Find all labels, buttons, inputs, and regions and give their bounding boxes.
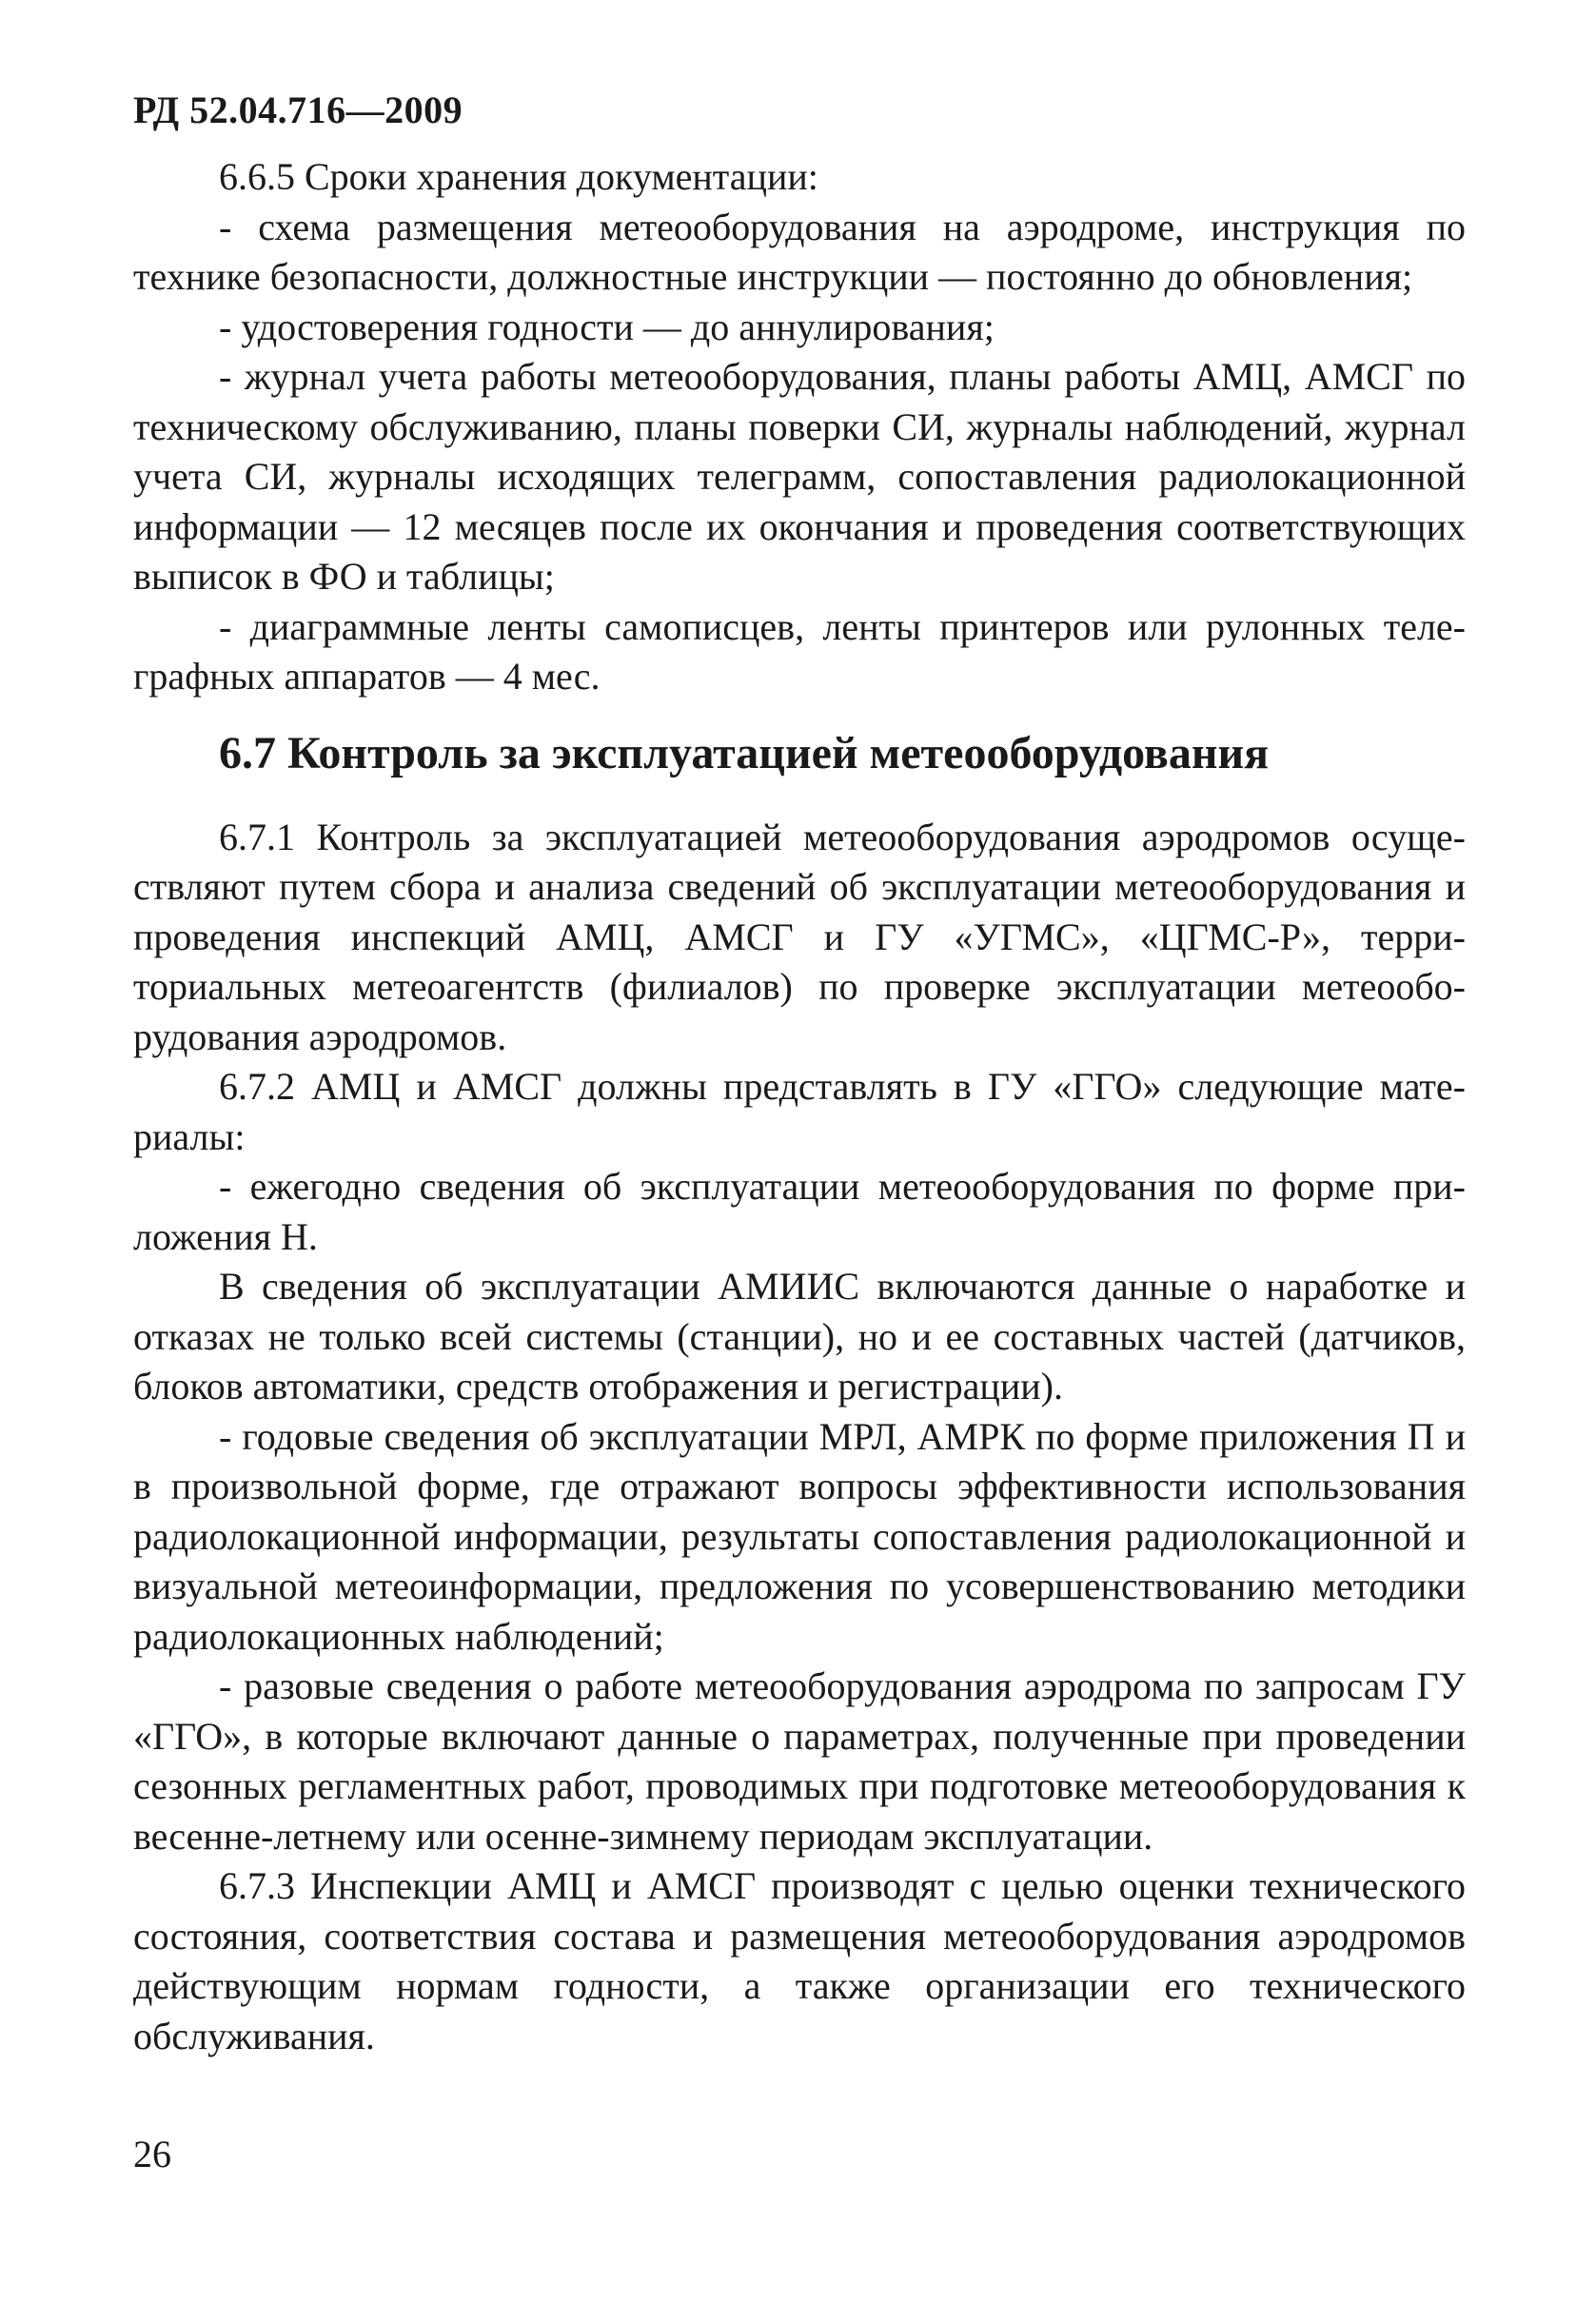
- paragraph-annual-info: - ежегодно сведения об эксплуатации метеооборудования по форме приложения Н.: [133, 1165, 1466, 1258]
- section-6-6-5-title: 6.6.5 Сроки хранения документации:: [219, 155, 818, 198]
- storage-item-journals: - журнал учета работы метеооборудования, планы работы АМЦ, АМСГ по техническому обслуживанию, планы поверки СИ, журналы наблюдений, журнал учета СИ, журналы исходящих телеграмм, сопоставления радиолокационной информации — 12 месяцев после их окончания и проведения соответствующих выписок в ФО и таблицы;: [133, 355, 1466, 598]
- page-number: 26: [133, 2133, 171, 2175]
- document-code: РД 52.04.716—2009: [133, 89, 463, 131]
- paragraph-one-time-info: - разовые сведения о работе метеооборудования аэродрома по запросам ГУ «ГГО», в которые включают данные о параметрах, полученные при проведении сезонных регламентных работ, проводимых при подготовке метеооборудования к весенне-летнему или осенне-зимнему периодам эксплуатации.: [133, 1664, 1466, 1858]
- paragraph-6-7-2: 6.7.2 АМЦ и АМСГ должны представлять в ГУ «ГГО» следующие материалы:: [133, 1065, 1466, 1158]
- paragraph-6-7-1: 6.7.1 Контроль за эксплуатацией метеооборудования аэродромов осуществляют путем сбора и анализа сведений об эксплуатации метеооборудования и проведения инспекций АМЦ, АМСГ и ГУ «УГМС», «ЦГМС-Р», территориальных метеоагентств (филиалов) по проверке эксплуатации метеооборудования аэродромов.: [133, 815, 1466, 1058]
- page-content: [133, 152, 1466, 2061]
- storage-item-tapes: - диаграммные ленты самописцев, ленты принтеров или рулонных телеграфных аппаратов — 4 мес.: [133, 604, 1466, 698]
- storage-item-schema: - схема размещения метеооборудования на аэродроме, инструкция по технике безопасности, должностные инструкции — постоянно до обновления;: [133, 205, 1466, 298]
- paragraph-yearly-mrl: - годовые сведения об эксплуатации МРЛ, АМРК по форме приложения П и в произвольной форме, где отражают вопросы эффективности использования радиолокационной информации, результаты сопоставления радиолокационной и визуальной метеоинформации, предложения по усовершенствованию методики радиолокационных наблюдений;: [133, 1414, 1466, 1658]
- storage-item-certificates: - удостоверения годности — до аннулирования;: [219, 305, 995, 348]
- section-6-7-heading: 6.7 Контроль за эксплуатацией метеооборудования: [219, 727, 1270, 778]
- paragraph-amiis-info: В сведения об эксплуатации АМИИС включаются данные о наработке и отказах не только всей системы (станции), но и ее составных частей (датчиков, блоков автоматики, средств отображения и регистрации).: [133, 1265, 1466, 1407]
- paragraph-6-7-3: 6.7.3 Инспекции АМЦ и АМСГ производят с целью оценки технического состояния, соответствия состава и размещения метеооборудования аэродромов действующим нормам годности, а также организации его технического обслуживания.: [133, 1864, 1466, 2057]
